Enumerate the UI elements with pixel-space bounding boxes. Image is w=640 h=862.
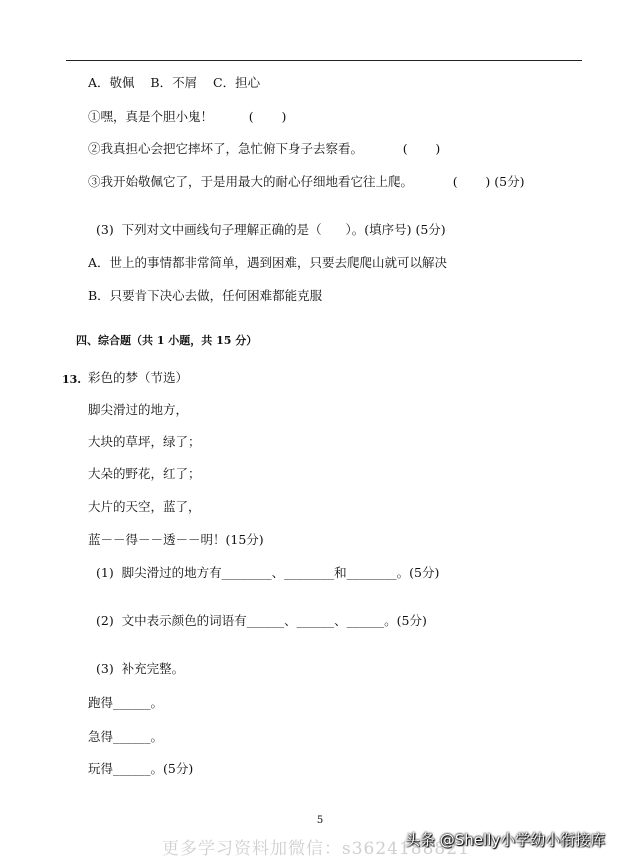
poem-line: 大朵的野花，红了； (88, 466, 201, 481)
source-attribution: 头条 @Shelly小学幼小衔接库 (405, 831, 606, 849)
question-item-2: ②我真担心会把它摔坏了，急忙俯下身子去察看。 ( ) (88, 141, 441, 156)
poem-line: 蓝－－得－－透－－明！(15分) (88, 532, 264, 547)
question-3-option-b: B．只要肯下决心去做，任何困难都能克服 (88, 288, 323, 303)
section-heading: 四、综合题（共 1 小题，共 15 分） (76, 334, 258, 347)
question-number: 13. (62, 373, 82, 386)
sub-question-2: (2) 文中表示颜色的词语有______、______、______。(5分) (96, 613, 427, 628)
header-rule (66, 60, 582, 61)
page-number: 5 (316, 815, 324, 826)
question-3-option-a: A．世上的事情都非常简单，遇到困难，只要去爬爬山就可以解决 (88, 255, 448, 270)
poem-line: 大片的天空，蓝了， (88, 499, 201, 514)
poem-title: 彩色的梦（节选） (88, 370, 189, 385)
fill-blank-item: 跑得______。 (88, 695, 164, 710)
watermark-text: 更多学习资料加微信：s3624188821 (162, 839, 470, 859)
fill-blank-item: 急得______。 (88, 729, 164, 744)
sub-question-3: (3) 补充完整。 (96, 661, 185, 676)
answer-options: A．敬佩 B．不屑 C．担心 (88, 75, 261, 90)
poem-line: 脚尖滑过的地方， (88, 402, 189, 417)
question-3-prompt: (3) 下列对文中画线句子理解正确的是（ ）。(填序号) (5分) (96, 222, 446, 237)
fill-blank-item: 玩得______。(5分) (88, 761, 194, 776)
question-item-1: ①嘿，真是个胆小鬼！ ( ) (88, 109, 287, 124)
sub-question-1: (1) 脚尖滑过的地方有________、________和________。(5分) (96, 565, 440, 580)
question-item-3: ③我开始敬佩它了，于是用最大的耐心仔细地看它往上爬。 ( ) (5分) (88, 174, 525, 189)
poem-line: 大块的草坪，绿了； (88, 434, 201, 449)
